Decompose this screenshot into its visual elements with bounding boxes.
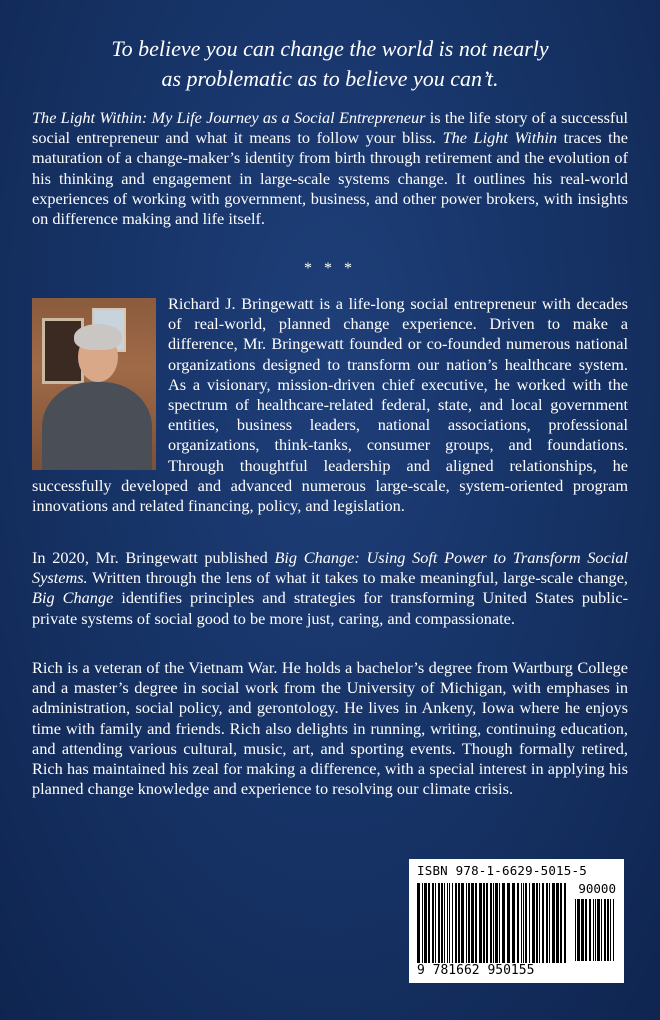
barcode-bar: [613, 899, 614, 961]
barcode-bar: [581, 899, 584, 961]
barcode-bar: [593, 899, 594, 961]
barcode-bar: [585, 899, 587, 961]
barcode-bar: [455, 883, 457, 963]
big-change-title-short: Big Change: [32, 588, 114, 608]
author-photo: [32, 298, 156, 470]
barcode-bar: [564, 883, 566, 963]
author-bio: [32, 294, 628, 516]
barcode-bar: [552, 883, 555, 963]
barcode-bar: [435, 883, 436, 963]
tagline-quote: [40, 34, 620, 94]
book-title-short: The Light Within: [442, 128, 558, 148]
veteran-paragraph: Rich is a veteran of the Vietnam War. He holds a bachelor’s degree from Wartburg College and a master’s degree in social work from the University of Michigan, with emphases in administration, social policy, and gerontology. He lives in Ankeny, Iowa where he enjoys time with family and friends. Rich also delights in running, writing, continuing education, and attending various cultural, music, art, and sporting events. Though formally retired, Rich has maintained his zeal for making a difference, with a special interest in applying his planned change knowledge and experience to resolving our climate crisis.: [32, 658, 628, 799]
barcode-bar: [604, 899, 606, 961]
barcode-bar: [532, 883, 535, 963]
big-change-text-1: In 2020, Mr. Bringewatt published: [32, 548, 275, 567]
description-text-2: traces the maturation of a change-maker’s identity from birth through retirement and the evolution of his thinking and engagement in large-scale systems change. It outlines his real-world experiences of working with government, business, and other power brokers, with insights on difference making and life itself.: [32, 128, 629, 229]
book-title: The Light Within: My Life Journey as a Social Entrepreneur: [32, 108, 426, 127]
barcode-bar: [512, 883, 515, 963]
barcode-bar: [610, 899, 611, 961]
barcode-bar: [507, 883, 510, 963]
barcode-bar: [452, 883, 453, 963]
quote-line-2: as problematic as to believe you can’t.: [161, 66, 499, 91]
barcode-bar: [486, 883, 488, 963]
barcode-bar: [493, 883, 494, 963]
barcode-bar: [597, 899, 600, 961]
barcode-bar: [521, 883, 522, 963]
barcode-bar: [447, 883, 448, 963]
barcode-bar: [523, 883, 524, 963]
barcode-bar: [529, 883, 530, 963]
barcode-bar: [475, 883, 477, 963]
barcode-bar: [502, 883, 505, 963]
barcode-bar: [517, 883, 519, 963]
addon-barcode-bars: [575, 899, 617, 961]
price-code: 90000: [578, 881, 616, 896]
big-change-paragraph: [32, 548, 628, 629]
section-separator: * * *: [304, 260, 356, 277]
barcode-bar: [461, 883, 464, 963]
barcode-bar: [444, 883, 445, 963]
barcode-bar: [495, 883, 498, 963]
barcode-bar: [490, 883, 492, 963]
barcode-bar: [483, 883, 485, 963]
barcode-bar: [432, 883, 434, 963]
barcode-bar: [595, 899, 596, 961]
barcode-bar: [471, 883, 474, 963]
barcode-bar: [539, 883, 540, 963]
barcode-bar: [546, 883, 548, 963]
barcode-bar: [449, 883, 450, 963]
barcode-bar: [536, 883, 538, 963]
isbn-text: ISBN 978-1-6629-5015-5: [417, 863, 587, 878]
barcode-bar: [466, 883, 467, 963]
barcode-bar: [560, 883, 562, 963]
description-text-1: is the life story of a successful social entrepreneur and what it means to follow your bliss.: [32, 108, 628, 148]
barcode-digits: 9 781662 950155: [417, 963, 535, 978]
book-description: [32, 108, 628, 229]
barcode-bar: [549, 883, 550, 963]
barcode-bar: [542, 883, 544, 963]
barcode-bar: [607, 899, 609, 961]
quote-line-1: To believe you can change the world is not nearly: [111, 36, 549, 61]
barcode-bar: [577, 899, 580, 961]
barcode-bar: [424, 883, 427, 963]
ean-barcode-bars: [417, 883, 567, 963]
barcode-bar: [458, 883, 460, 963]
big-change-text-2: Written through the lens of what it takes to make meaningful, large-scale change,: [87, 568, 628, 588]
barcode-bar: [468, 883, 470, 963]
barcode-bar: [428, 883, 430, 963]
barcode-bar: [589, 899, 591, 961]
big-change-text-3: identifies principles and strategies for transforming United States public-private systems of social good to be more just, caring, and compassionate.: [32, 588, 628, 628]
barcode-bar: [479, 883, 482, 963]
barcode-bar: [575, 899, 576, 961]
isbn-barcode: [409, 859, 624, 983]
barcode-bar: [556, 883, 559, 963]
author-bio-text: Richard J. Bringewatt is a life-long social entrepreneur with decades of real-world, planned change experience. Driven to make a difference, Mr. Bringewatt founded or co-founded numerous national organizations designed to transform our nation’s healthcare system. As a visionary, mission-driven chief executive, he worked with the spectrum of healthcare-related federal, state, and local government entities, business leaders, national associations, professional organizations, think-tanks, consumer groups, and foundations. Through thoughtful leadership and aligned relationships, he successfully developed and advanced numerous large-scale, system-oriented program innovations and related financing, policy, and legislation.: [32, 294, 628, 516]
barcode-bar: [422, 883, 423, 963]
barcode-bar: [525, 883, 527, 963]
barcode-bar: [601, 899, 602, 961]
barcode-bar: [438, 883, 440, 963]
big-change-title: Big Change: Using Soft Power to Transform Social Systems.: [32, 548, 628, 588]
barcode-bar: [499, 883, 500, 963]
barcode-bar: [417, 883, 420, 963]
barcode-bar: [441, 883, 443, 963]
